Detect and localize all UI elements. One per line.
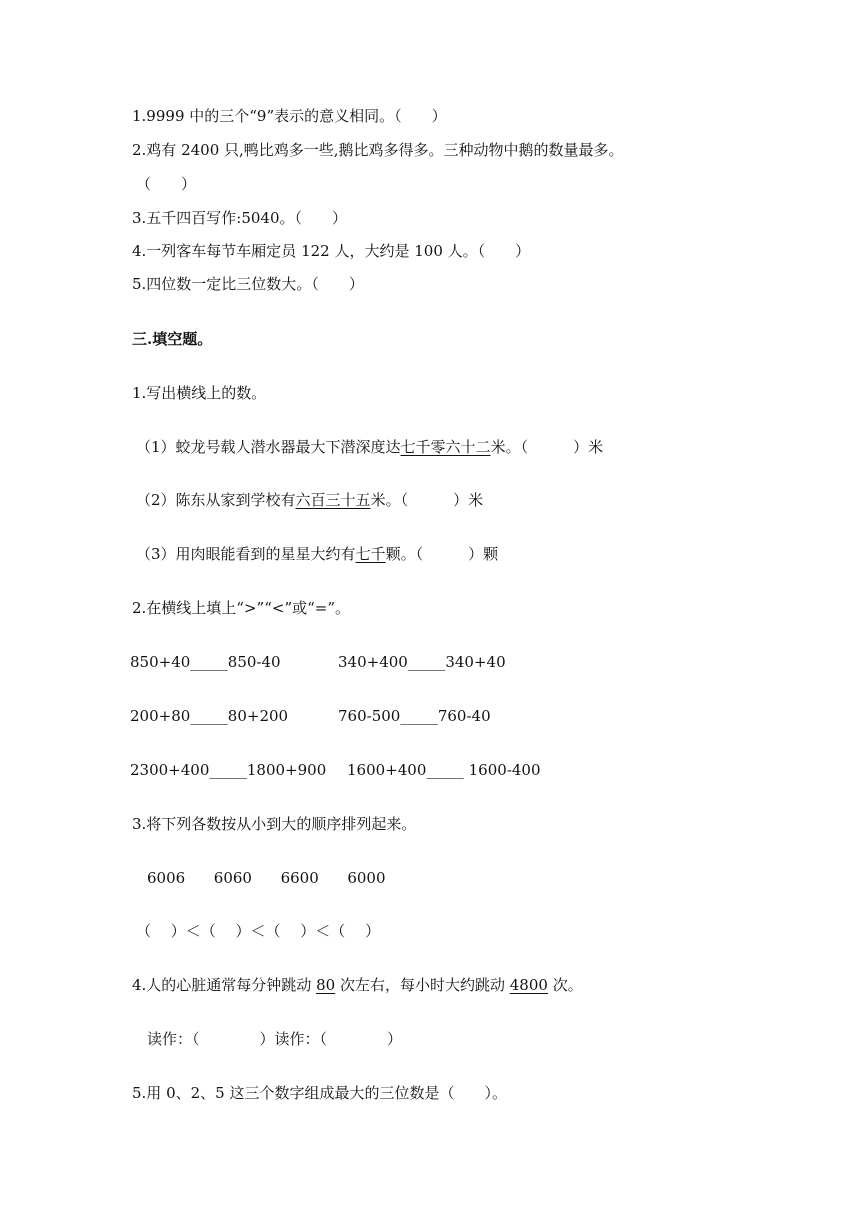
- judge-item-2-answer: （ ）: [136, 175, 197, 193]
- q1-sub-2-pre: （2）陈东从家到学校有: [136, 491, 296, 509]
- judge-item-1: 1.9999 中的三个“9”表示的意义相同。（ ）: [132, 107, 447, 125]
- q4-underlined-1: 80: [316, 976, 336, 994]
- q2-row-1-left: 850+40_____850-40: [130, 653, 281, 671]
- q1-sub-2: [136, 490, 483, 510]
- q1-sub-3-pre: （3）用肉眼能看到的星星大约有: [136, 545, 356, 563]
- q2-row-1-right: 340+400_____340+40: [338, 653, 506, 671]
- q1-sub-3-post: 颗。（ ）颗: [385, 545, 499, 563]
- section-title: 三.填空题。: [132, 330, 213, 348]
- q1-sub-1: [136, 437, 603, 457]
- q1-sub-3-underlined: 七千: [355, 545, 386, 563]
- q3-stem: 3.将下列各数按从小到大的顺序排列起来。: [132, 815, 417, 833]
- judge-item-5: 5.四位数一定比三位数大。（ ）: [132, 275, 364, 293]
- q1-sub-1-pre: （1）蛟龙号载人潜水器最大下潜深度达: [136, 438, 401, 456]
- q2-row-2-left: 200+80_____80+200: [130, 707, 289, 725]
- q1-sub-2-underlined: 六百三十五: [295, 491, 371, 509]
- q4-read-blanks: 读作：（ ）读作：（ ）: [147, 1030, 403, 1048]
- q4-underlined-2: 4800: [509, 976, 548, 994]
- q3-numbers: 6006 6060 6600 6000: [147, 869, 386, 887]
- q5-stem: 5.用 0、2、5 这三个数字组成最大的三位数是（ ）。: [132, 1084, 507, 1102]
- judge-item-3: 3.五千四百写作:5040。（ ）: [132, 209, 348, 227]
- q1-stem: 1.写出横线上的数。: [132, 384, 267, 402]
- q4-pre: 4.人的心脏通常每分钟跳动: [132, 976, 317, 994]
- q1-sub-3: [136, 544, 498, 564]
- q2-row-3-right: 1600+400_____ 1600-400: [347, 761, 541, 779]
- q2-stem: 2.在横线上填上“>”“<”或“=”。: [132, 599, 351, 617]
- q4-mid: 次左右，每小时大约跳动: [335, 976, 510, 994]
- judge-item-2: 2.鸡有 2400 只,鸭比鸡多一些,鹅比鸡多得多。三种动物中鹅的数量最多。: [132, 141, 624, 159]
- judge-item-4: 4.一列客车每节车厢定员 122 人，大约是 100 人。（ ）: [132, 242, 531, 260]
- q1-sub-2-post: 米。（ ）米: [370, 491, 484, 509]
- q2-row-3-left: 2300+400_____1800+900: [130, 761, 327, 779]
- q1-sub-1-underlined: 七千零六十二: [400, 438, 491, 456]
- q4-stem: [132, 975, 583, 995]
- q4-post: 次。: [547, 976, 583, 994]
- q2-row-2-right: 760-500_____760-40: [338, 707, 491, 725]
- q1-sub-1-post: 米。（ ）米: [490, 438, 604, 456]
- q3-answer-blanks: （ ）＜（ ）＜（ ）＜（ ）: [136, 922, 381, 940]
